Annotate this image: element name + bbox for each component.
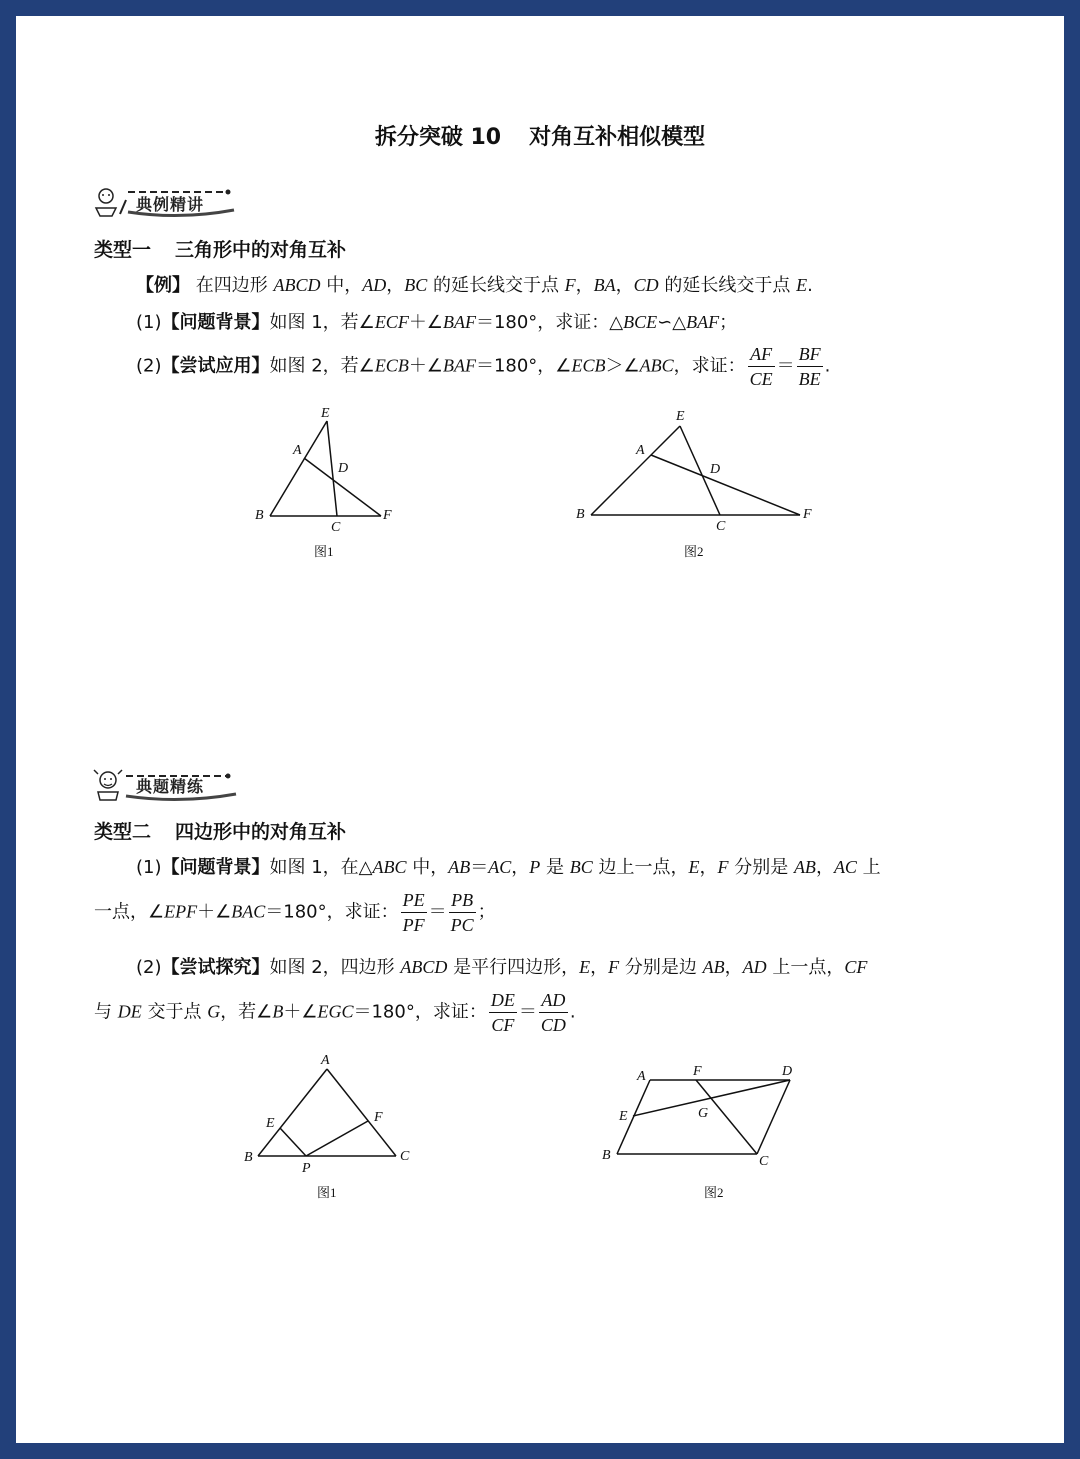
point-label-b: B xyxy=(576,507,585,522)
math: AC xyxy=(833,857,857,877)
text: 是平行四边形， xyxy=(447,957,580,978)
text: . xyxy=(569,1001,576,1023)
text: ，求证： xyxy=(673,355,746,377)
denominator: BE xyxy=(798,369,821,389)
title-part1: 拆分突破 10 xyxy=(374,125,502,150)
text: ， xyxy=(615,275,634,296)
math: E xyxy=(796,275,808,295)
math: CD xyxy=(633,275,659,295)
text: ＋∠ xyxy=(408,312,443,333)
math: BAF xyxy=(442,312,476,332)
text: ＋∠ xyxy=(408,355,443,377)
equals-sign: ＝ xyxy=(518,1001,537,1023)
math: BC xyxy=(404,275,428,295)
math: BA xyxy=(593,275,616,295)
section1-banner-label: 典例精讲 xyxy=(136,195,205,214)
text: ＝180°，求证： xyxy=(353,1001,487,1023)
section2-banner xyxy=(90,768,240,802)
type-label: 类型一 xyxy=(94,239,152,261)
text: 与 xyxy=(94,1001,118,1023)
text: 分别是边 xyxy=(619,957,703,978)
numerator: AD xyxy=(539,988,568,1013)
example-tag: 【例】 xyxy=(136,275,190,296)
section1-banner xyxy=(90,186,240,220)
math: AD xyxy=(362,275,387,295)
point-label-b: B xyxy=(602,1148,611,1163)
page-title xyxy=(0,120,1080,151)
math: ABCD xyxy=(400,957,448,977)
text: ， xyxy=(511,857,530,878)
question-number: (1) xyxy=(136,312,162,333)
question-number: (2) xyxy=(136,355,162,377)
question-tag: 【问题背景】 xyxy=(161,312,270,333)
math: ECB xyxy=(374,355,409,376)
text: 的延长线交于点 xyxy=(427,275,565,296)
section2-question-2-line-1 xyxy=(136,953,867,979)
section2-banner-label: 典题精练 xyxy=(136,777,205,796)
numerator: AF xyxy=(748,342,775,367)
fraction-pb-pc xyxy=(449,888,476,937)
math: BAF xyxy=(686,312,720,332)
math: F xyxy=(564,275,576,295)
type-text: 四边形中的对角互补 xyxy=(175,821,347,843)
section1-question-1 xyxy=(136,308,737,334)
text: 上 xyxy=(856,857,881,878)
math: AB xyxy=(702,957,725,977)
denominator: PF xyxy=(402,915,425,935)
question-number: (2) xyxy=(136,957,162,978)
denominator: CE xyxy=(749,369,773,389)
math: CF xyxy=(844,957,868,977)
point-label-f: F xyxy=(374,1110,383,1125)
point-label-b: B xyxy=(244,1150,253,1165)
text: . xyxy=(824,355,831,377)
section2-figure-1-caption: 图1 xyxy=(317,1185,337,1200)
math: BC xyxy=(569,857,593,877)
point-label-d: D xyxy=(782,1064,793,1079)
section2-figure-2-caption: 图2 xyxy=(704,1185,724,1200)
math: BCE xyxy=(623,312,658,332)
text: 如图 1，若∠ xyxy=(269,312,375,333)
math: BAF xyxy=(442,355,476,376)
page-sheet xyxy=(16,16,1064,1443)
point-label-e: E xyxy=(321,406,330,421)
denominator: CF xyxy=(491,1015,515,1035)
text: 上一点， xyxy=(766,957,845,978)
point-label-c: C xyxy=(400,1149,410,1164)
section1-type-heading xyxy=(94,235,346,262)
fraction-pe-pf xyxy=(401,888,427,937)
text: ， xyxy=(590,957,609,978)
text: ，若∠ xyxy=(220,1001,273,1023)
point-label-p: P xyxy=(302,1161,311,1176)
question-tag: 【尝试应用】 xyxy=(161,355,270,377)
point-label-f: F xyxy=(693,1064,702,1079)
math: E xyxy=(688,857,700,877)
math: EPF xyxy=(164,901,198,922)
equals-sign: ＝ xyxy=(776,355,795,377)
numerator: DE xyxy=(489,988,517,1013)
section2-question-2-line-2 xyxy=(94,988,576,1037)
point-label-e: E xyxy=(676,409,685,424)
section2-question-1-line-2 xyxy=(94,888,496,937)
section2-question-1-line-1 xyxy=(136,853,881,879)
section2-type-heading xyxy=(94,817,346,844)
text: 如图 2，四边形 xyxy=(269,957,401,978)
example-statement xyxy=(136,271,813,297)
text: ＋∠ xyxy=(197,901,232,923)
math: F xyxy=(717,857,729,877)
text: ， xyxy=(575,275,594,296)
point-label-a: A xyxy=(636,443,645,458)
text: 中， xyxy=(406,857,449,878)
math: ABCD xyxy=(273,275,321,295)
type-label: 类型二 xyxy=(94,821,152,843)
math: BAC xyxy=(231,901,266,922)
text: 的延长线交于点 xyxy=(658,275,797,296)
text: ； xyxy=(477,901,496,923)
math: E xyxy=(579,957,591,977)
text: 一点，∠ xyxy=(94,901,165,923)
point-label-g: G xyxy=(698,1106,709,1121)
section1-figure-1-caption: 图1 xyxy=(314,544,334,559)
fraction-af-ce xyxy=(748,342,775,391)
title-part2: 对角互补相似模型 xyxy=(529,125,706,150)
point-label-f: F xyxy=(803,507,812,522)
text: ＝ xyxy=(470,857,489,878)
text: ＝180°，求证：△ xyxy=(475,312,624,333)
text: 是 xyxy=(540,857,570,878)
point-label-e: E xyxy=(266,1116,275,1131)
text: ； xyxy=(719,312,738,333)
equals-sign: ＝ xyxy=(428,901,447,923)
math: EGC xyxy=(317,1001,354,1022)
text: ＋∠ xyxy=(283,1001,318,1023)
question-tag: 【尝试探究】 xyxy=(161,957,270,978)
type-text: 三角形中的对角互补 xyxy=(175,239,347,261)
text: ， xyxy=(724,957,743,978)
point-label-e: E xyxy=(619,1109,628,1124)
text: 如图 2，若∠ xyxy=(269,355,375,377)
text: ＝180°，∠ xyxy=(475,355,572,377)
math: DE xyxy=(117,1001,142,1022)
text: 交于点 xyxy=(141,1001,208,1023)
math: ECB xyxy=(571,355,606,376)
text: ， xyxy=(699,857,718,878)
point-label-d: D xyxy=(338,461,349,476)
text: 分别是 xyxy=(728,857,794,878)
text: ， xyxy=(815,857,834,878)
fraction-bf-be xyxy=(797,342,823,391)
text: 如图 1，在△ xyxy=(269,857,373,878)
section1-question-2 xyxy=(136,342,830,391)
point-label-a: A xyxy=(637,1069,646,1084)
fraction-ad-cd xyxy=(539,988,568,1037)
point-label-f: F xyxy=(383,508,392,523)
text: ， xyxy=(386,275,405,296)
numerator: PE xyxy=(401,888,427,913)
section1-figure-2 xyxy=(570,400,820,535)
math: B xyxy=(272,1001,284,1022)
math: AB xyxy=(448,857,471,877)
text: ＝180°，求证： xyxy=(265,901,399,923)
section2-figure-2 xyxy=(595,1058,810,1178)
question-tag: 【问题背景】 xyxy=(161,857,270,878)
point-label-d: D xyxy=(710,462,721,477)
fraction-de-cf xyxy=(489,988,517,1037)
section1-figure-2-caption: 图2 xyxy=(684,544,704,559)
math: AB xyxy=(793,857,816,877)
text: ＞∠ xyxy=(605,355,640,377)
denominator: CD xyxy=(540,1015,566,1035)
point-label-c: C xyxy=(331,520,341,535)
section1-figure-1 xyxy=(240,400,410,535)
point-label-c: C xyxy=(759,1154,769,1169)
point-label-a: A xyxy=(321,1053,330,1068)
numerator: PB xyxy=(449,888,476,913)
question-number: (1) xyxy=(136,857,162,878)
math: ABC xyxy=(639,355,674,376)
math: AC xyxy=(488,857,512,877)
section2-figure-1 xyxy=(238,1045,418,1180)
text: 在四边形 xyxy=(195,275,274,296)
math: ABC xyxy=(372,857,407,877)
point-label-c: C xyxy=(716,519,726,534)
text: 中， xyxy=(320,275,363,296)
point-label-a: A xyxy=(293,443,302,458)
math: P xyxy=(529,857,541,877)
numerator: BF xyxy=(797,342,823,367)
math: G xyxy=(207,1001,221,1022)
point-label-b: B xyxy=(255,508,264,523)
text: . xyxy=(807,275,813,296)
math: AD xyxy=(742,957,767,977)
denominator: PC xyxy=(450,915,474,935)
text: 边上一点， xyxy=(592,857,689,878)
math: ECF xyxy=(374,312,409,332)
math: F xyxy=(608,957,620,977)
text: ∽△ xyxy=(657,312,687,333)
